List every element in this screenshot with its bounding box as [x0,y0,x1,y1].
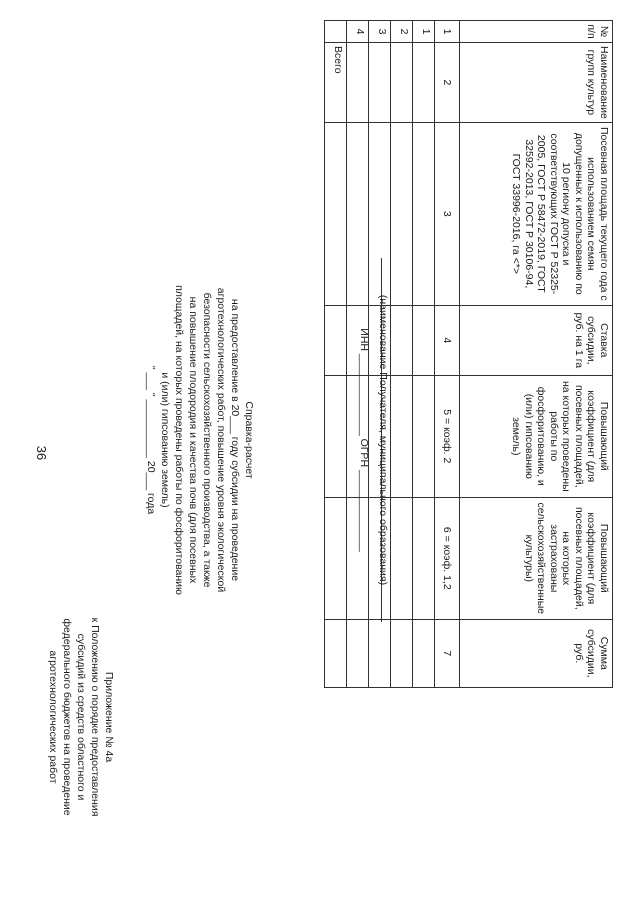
total-label: Всего [325,43,347,123]
row-number: 2 [391,21,413,43]
table-row [347,21,369,688]
table-cell [391,305,413,375]
column-number: 2 [435,43,460,123]
column-number: 3 [435,122,460,305]
row-number: 4 [347,21,369,43]
table-row [413,21,435,688]
table-cell [347,619,369,687]
table-cell [325,619,347,687]
column-number: 5 = коэф. 2 [435,375,460,497]
table-cell [347,497,369,619]
row-number: 3 [369,21,391,43]
column-number: 1 [435,21,460,43]
row-number: 1 [413,21,435,43]
table-cell [369,619,391,687]
table-cell [325,21,347,43]
table-row [369,21,391,688]
table-cell [369,43,391,123]
table-cell [347,43,369,123]
table-cell [391,43,413,123]
column-number: 4 [435,305,460,375]
header-cell: Повышающий коэффициент (для посевных площадей, на которых застрахованы сельскохозяйственные культуры) [460,497,613,619]
subsidy-table [324,20,613,688]
title-line: безопасности сельскохозяйственного производства, а также [201,292,213,588]
header-cell: Наименование групп культур [460,43,613,123]
table-cell [369,305,391,375]
table-cell [413,375,435,497]
appendix-note-line: субсидий из средств областного и [75,633,87,801]
page-number: 36 [34,445,49,461]
table-cell [325,375,347,497]
appendix-note-line: к Положению о порядке предоставления [89,617,101,817]
table-cell [413,497,435,619]
title-line: и (или) гипсованию земель) [159,372,171,508]
table-cell [325,497,347,619]
table-cell [369,375,391,497]
table-cell [413,619,435,687]
title-line: агротехнологических работ, повышение уровня экологической [215,287,227,593]
appendix-note-line: Приложение № 4а [103,671,115,763]
inn-ogrn-line: ИНН ______________ ОГРН ______________ [358,328,370,552]
table-header-row [460,21,613,688]
title-date-line: " ___ " __________ 20___ года [145,365,157,515]
table-cell [413,305,435,375]
table-cell [347,375,369,497]
table-cell [391,375,413,497]
table-cell [391,122,413,305]
header-cell: Сумма субсидии, руб. [460,619,613,687]
appendix-note-line: агротехнологических работ [47,650,59,784]
column-number: 7 [435,619,460,687]
total-row [325,21,347,688]
table-cell [325,305,347,375]
table-cell [347,305,369,375]
header-cell: Посевная площадь текущего года с использованием семян допущенных к использованию по 10 региону допуска и соответствующих ГОСТ Р 52325-2005, ГОСТ Р 58472-2019, ГОСТ 32592-2013, ГОСТ Р 30106-94, ГОСТ 33996-2016, га <*> [460,122,613,305]
column-number-row [435,21,460,688]
column-number: 6 = коэф. 1,2 [435,497,460,619]
table-cell [369,497,391,619]
table-cell [347,122,369,305]
header-cell: № п/п [460,21,613,43]
table-cell [413,122,435,305]
table-cell [391,619,413,687]
title-line: на предоставление в 20___ году субсидии на проведение [229,298,241,582]
appendix-note-line: федерального бюджетов на проведение [61,618,73,816]
title-line: Справка-расчет [243,401,255,479]
title-line: на повышение плодородия и качества почв (для посевных [187,296,199,584]
document-title [144,250,256,630]
table-cell [413,43,435,123]
header-cell: Повышающий коэффициент (для посевных площадей, на которых проведены работы по фосфоритованию, и (или) гипсованию земель) [460,375,613,497]
title-line: площадей, на которых проведены работы по фосфоритованию [173,285,185,595]
table-row [391,21,413,688]
appendix-note [46,567,116,867]
table-cell [391,497,413,619]
table-cell [369,122,391,305]
table-cell [325,122,347,305]
recipient-caption: (наименование Получателя, муниципального образования) [377,294,389,586]
header-cell: Ставка субсидии, руб. на 1 га [460,305,613,375]
